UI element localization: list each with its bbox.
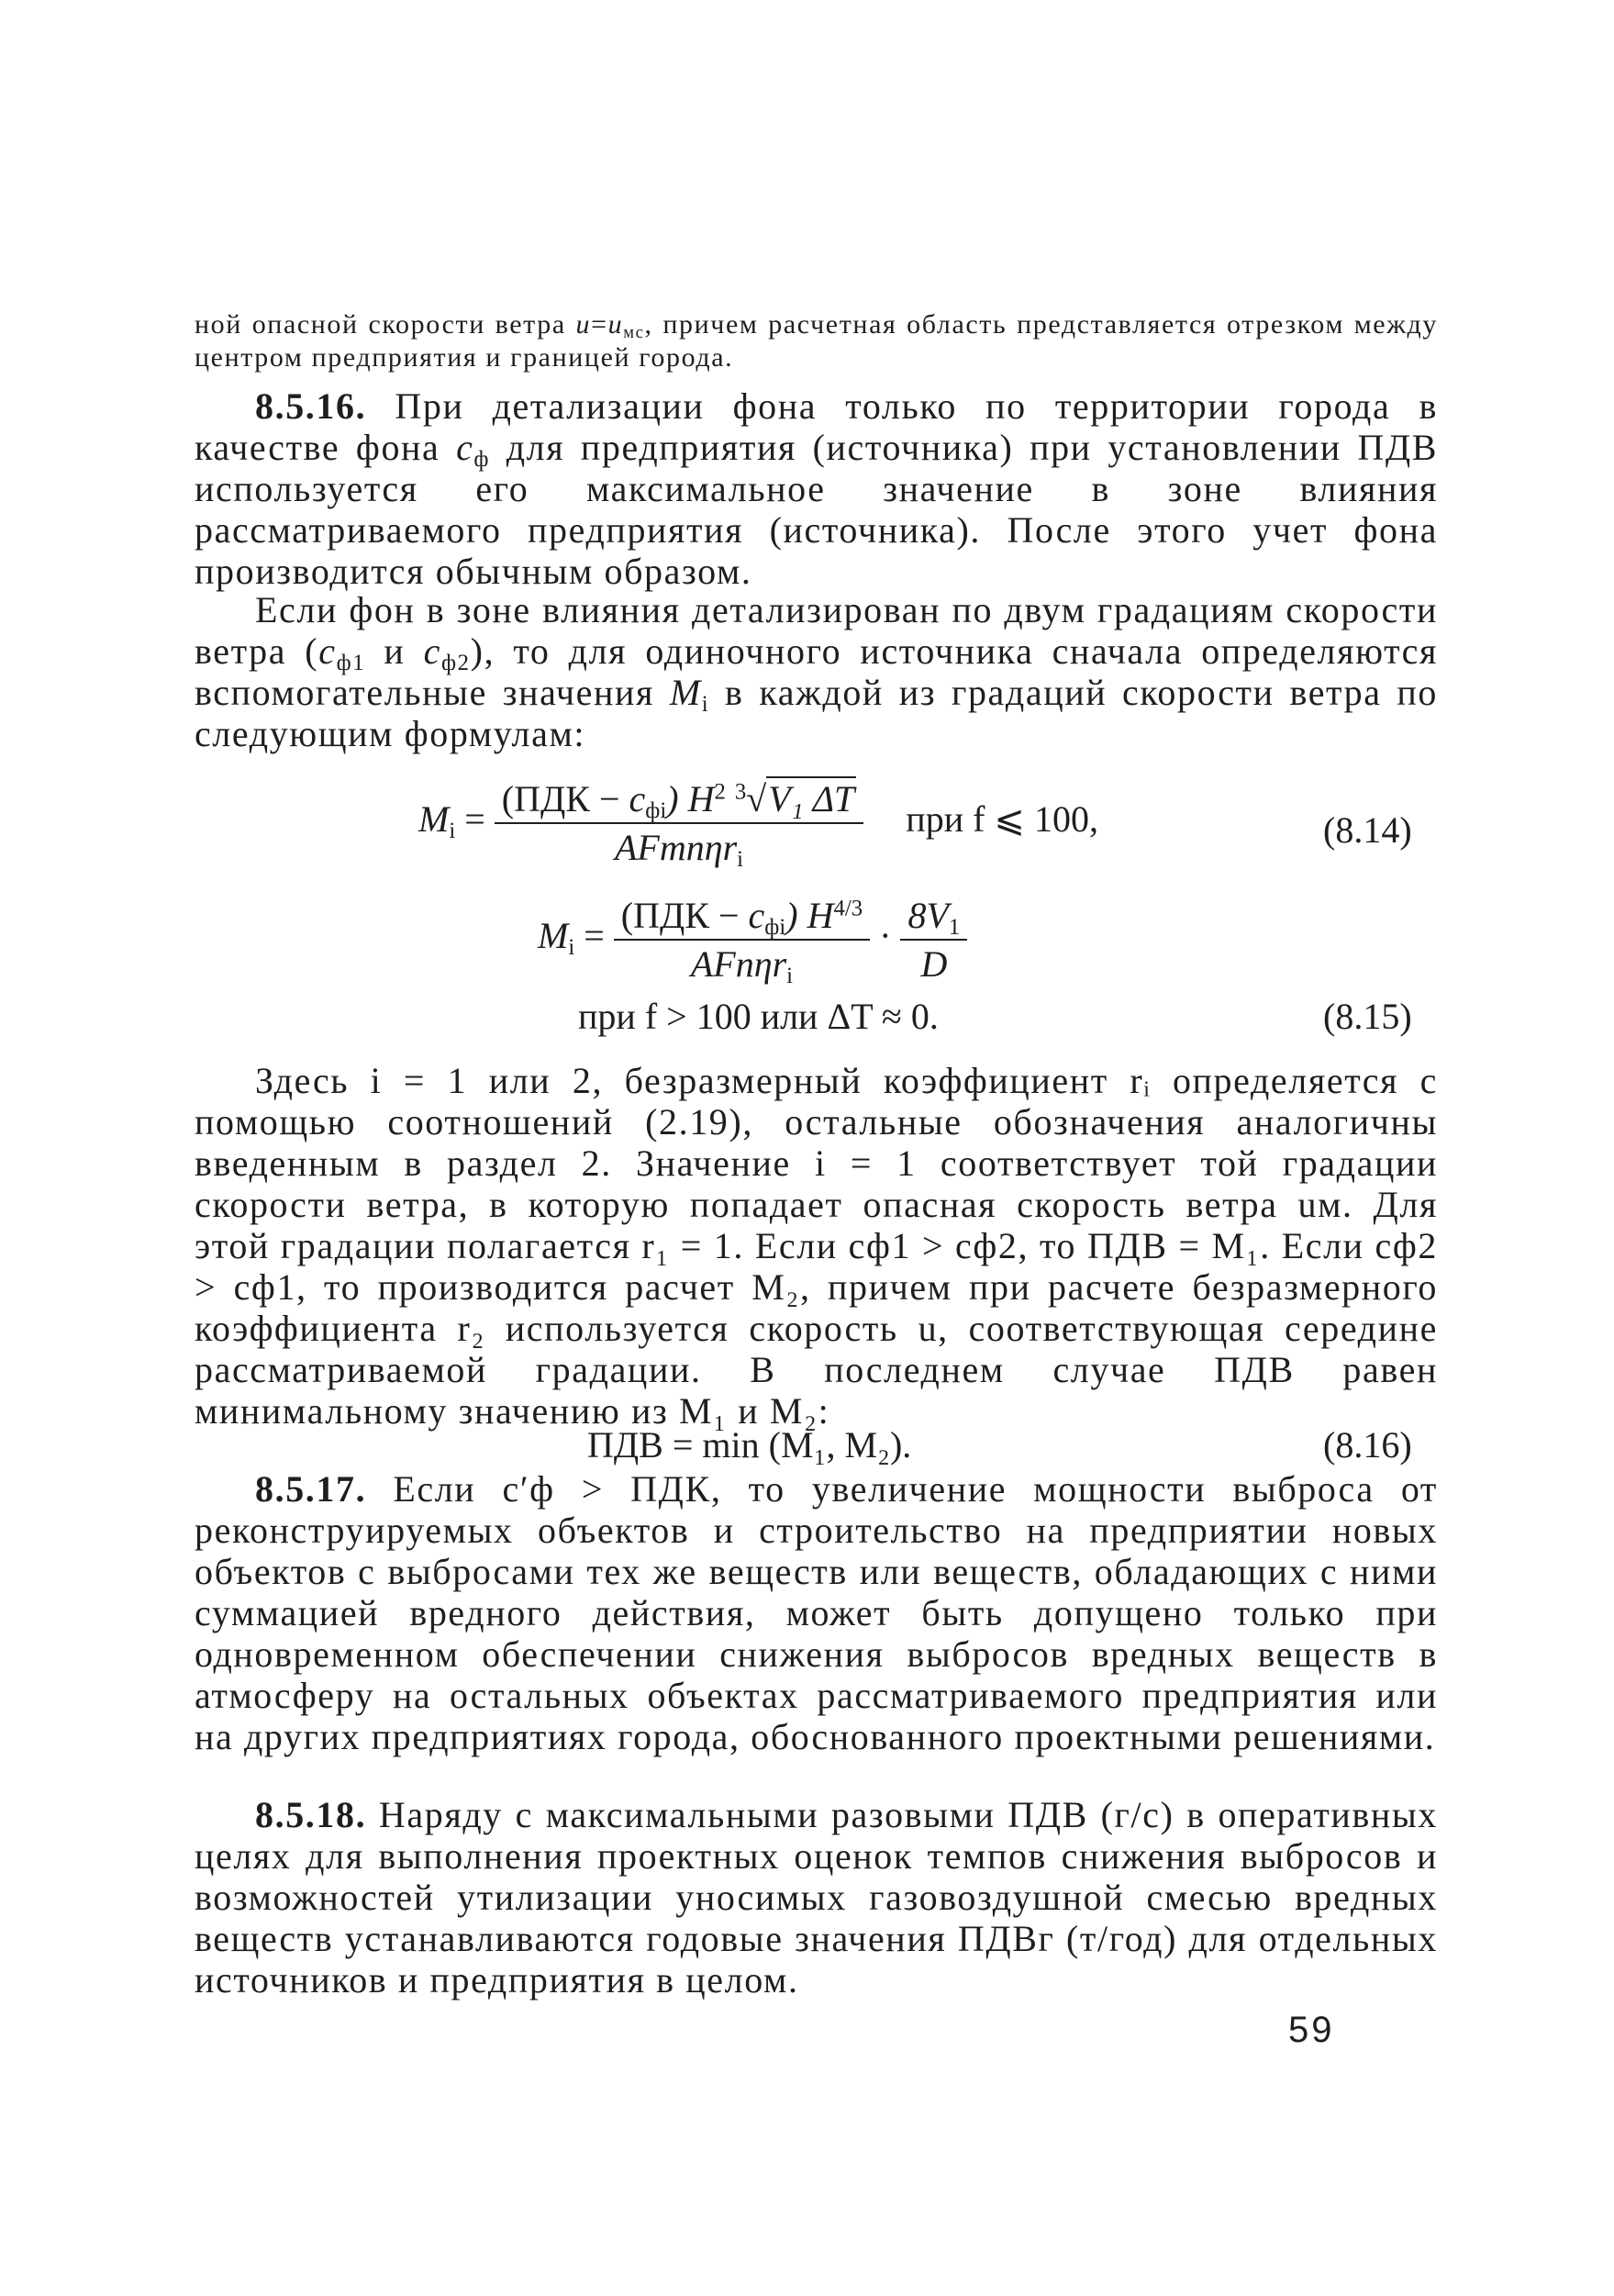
eq-f2-num-sub: 1 (948, 914, 961, 940)
eq-lhs: M (538, 915, 569, 957)
section-number: 8.5.16. (255, 385, 367, 427)
section-8-5-17 (195, 1468, 1438, 1757)
equation-number-8-15: (8.15) (1323, 996, 1412, 1037)
eq-den: AFmnηr (615, 827, 738, 868)
eq-num-a: (ПДК − (501, 778, 629, 819)
equation-number-8-14: (8.14) (1323, 809, 1412, 851)
var-u: u (575, 309, 592, 340)
var-c1-sub: ф1 (336, 650, 366, 675)
eq-fraction-2 (900, 895, 967, 985)
eq-equals: = (455, 798, 495, 841)
eq-num-c-sub: фi (764, 914, 786, 940)
eq-condition: при f ⩽ 100, (906, 798, 1098, 841)
var-u2-sub: мс (623, 323, 645, 343)
eq-root-sign: √ (746, 778, 767, 819)
eq-numerator (614, 895, 870, 941)
eq-den: AFnηr (690, 943, 787, 985)
eq-den-sub: i (786, 963, 794, 988)
eq-f2-den: D (920, 943, 948, 985)
eq-num-b: ) H (785, 895, 834, 936)
paragraph-explanation: Здесь i = 1 или 2, безразмерный коэффициент rᵢ определяется с помощью соотношений (2.19), остальные обозначения аналогичны введенным в раздел 2. Значение i = 1 соответствует той градации скорости ветра, в которую попадает опасная скорость ветра uм. Для этой градации полагается r₁ = 1. Если cф1 > cф2, то ПДВ = M₁. Если cф2 > cф1, то производится расчет M₂, причем при расчете безразмерного коэффициента r₂ используется скорость u, соответствующая середине рассматриваемой градации. В последнем случае ПДВ равен минимальному значению из M₁ и M₂: (195, 1060, 1438, 1432)
var-c2: c (423, 630, 441, 672)
eq-num-sup: 2 (714, 779, 726, 805)
eq-numerator (495, 778, 864, 824)
section-text: Наряду с максимальными разовыми ПДВ (г/с) в оперативных целях для выполнения проектных оценок темпов снижения выбросов и возможностей утилизации уносимых газовоздушной смесью вредных веществ устанавливаются годовые значения ПДВг (т/год) для отдельных источников и предприятия в целом. (195, 1794, 1438, 2001)
page-number: 59 (1288, 2010, 1335, 2050)
eq-den-sub: i (737, 846, 744, 872)
section-8-5-18 (195, 1794, 1438, 2001)
para-text: в каждой из градаций скорости ветра по следующим формулам: (195, 672, 1438, 754)
section-text: Если c′ф > ПДК, то увеличение мощности выброса от реконструируемых объектов и строительство на предприятии новых объектов с выбросами тех же веществ или веществ, обладающих с ними суммацией вредного действия, может быть допущено только при одновременном обеспечении снижения выбросов вредных веществ в атмосферу на остальных объектах рассматриваемого предприятия или на других предприятиях города, обоснованного проектными решениями. (195, 1468, 1438, 1757)
eq-root-index: 3 (734, 779, 747, 805)
eq-num-a: (ПДК − (620, 895, 749, 936)
var-M: M (669, 672, 702, 713)
eq-numerator-2 (900, 895, 967, 941)
intro-text: ной опасной скорости ветра (195, 309, 576, 340)
eq-num-c-sub: фi (645, 797, 667, 823)
eq-fraction (614, 895, 870, 988)
eq-lhs-sub: i (568, 935, 575, 961)
intro-paragraph (195, 308, 1438, 374)
equation-number-8-16: (8.16) (1323, 1424, 1412, 1466)
section-8-5-16 (195, 385, 1438, 592)
var-u2: u (607, 309, 624, 340)
section-number: 8.5.17. (255, 1468, 367, 1510)
eq-root-body: V₁ ΔT (768, 778, 855, 819)
para-text: ), то для одиночного источника сначала определяются вспомогательные значения (195, 630, 1438, 713)
var-c: c (456, 427, 474, 468)
intro-rest: , причем расчетная область представляется отрезком между центром предприятия и границей города. (195, 309, 1438, 373)
intro-eq: = (591, 309, 608, 340)
eq-denominator-2 (900, 941, 967, 985)
eq-equals: = (574, 915, 614, 957)
eq-num-b: ) H (666, 778, 715, 819)
eq-denominator (495, 824, 864, 872)
eq-num-c: c (748, 895, 765, 936)
section-text-2: для предприятия (источника) при установлении ПДВ используется его максимальное значение в зоне влияния рассматриваемого предприятия (источника). После этого учет фона производится обычным образом. (195, 427, 1439, 592)
var-c-sub: ф (473, 446, 491, 472)
eq-condition-8-15: при f > 100 или ΔT ≈ 0. (578, 996, 939, 1037)
paragraph-gradations (195, 589, 1438, 754)
var-c1: c (318, 630, 337, 672)
eq-lhs: M (418, 798, 450, 841)
eq-denominator (614, 941, 870, 988)
section-number: 8.5.18. (255, 1794, 367, 1835)
para-text: и (365, 630, 424, 672)
eq-num-sup: 4/3 (833, 896, 863, 921)
eq-lhs-sub: i (449, 819, 456, 844)
var-c2-sub: ф2 (440, 650, 471, 675)
eq-dot: · (870, 915, 901, 957)
equation-8-15 (538, 895, 967, 988)
equation-8-14 (418, 778, 1098, 872)
eq-fraction (495, 778, 864, 872)
var-M-sub: i (701, 691, 710, 717)
equation-8-16: ПДВ = min (M₁, M₂). (587, 1424, 912, 1466)
eq-num-c: c (629, 778, 646, 819)
para-text: Если фон в зоне влияния детализирован по двум градациям скорости ветра ( (195, 589, 1438, 672)
eq-f2-num: 8V (907, 895, 949, 936)
section-text: При детализации фона только по территории города в качестве фона (195, 385, 1438, 468)
